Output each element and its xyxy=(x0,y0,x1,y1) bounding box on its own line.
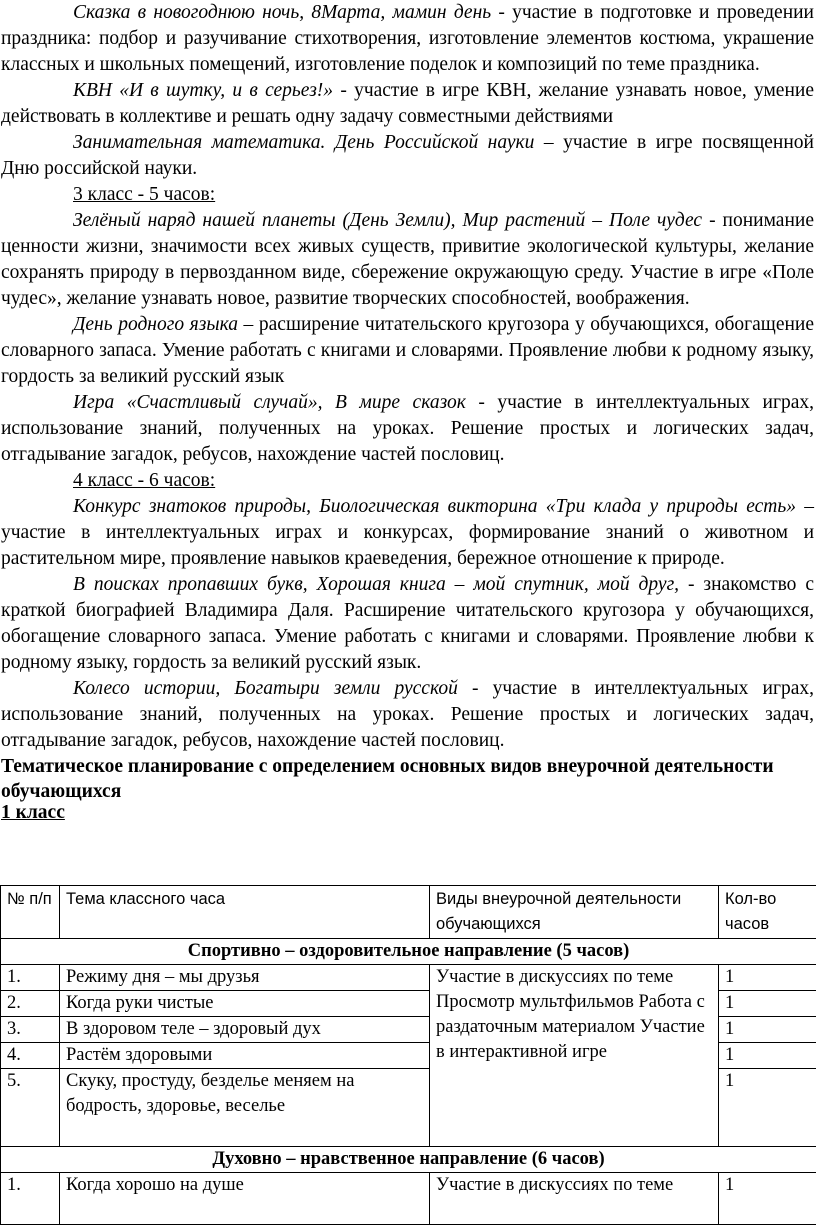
activity-title: Зелёный наряд нашей планеты (День Земли), Мир растений – Поле чудес xyxy=(73,210,702,231)
activity-paragraph xyxy=(0,390,816,468)
activity-description: - участие в интеллектуальных играх, использование знаний, полученных на уроках. Решение простых и логических задач, отгадывание загадок, ребусов, нахождение частей пословиц. xyxy=(1,678,814,751)
activity-title: Сказка в новогоднюю ночь, 8Марта, мамин день xyxy=(73,2,491,23)
section-row xyxy=(1,1147,816,1173)
activity-description: – участие в интеллектуальных играх и конкурсах, формирование знаний о животном и растительном мире, проявление навыков краеведения, бережное отношение к природе. xyxy=(1,496,814,569)
activity-paragraph xyxy=(0,78,816,130)
row-num: 1. xyxy=(1,965,60,991)
row-hours: 1 xyxy=(719,991,816,1017)
activity-title: День родного языка xyxy=(73,314,238,335)
row-hours: 1 xyxy=(719,1173,816,1225)
header-hours: Кол-во часов xyxy=(719,886,816,939)
row-activities: Участие в дискуссиях по теме Просмотр мультфильмов Работа с раздаточным материалом Участие в интерактивной игре xyxy=(430,965,719,1147)
activity-title: Конкурс знатоков природы, Биологическая викторина «Три клада у природы есть» xyxy=(73,496,796,517)
table-row xyxy=(1,1173,816,1225)
activity-paragraph xyxy=(0,0,816,78)
row-num: 5. xyxy=(1,1069,60,1147)
row-num: 2. xyxy=(1,991,60,1017)
activity-description: - знакомство с краткой биографией Владимира Даля. Расширение читательского кругозора у обучающихся, обогащение словарного запаса. Умение работать с книгами и словарями. Проявление любви к родному языку, гордость за великий русский язык. xyxy=(1,574,814,673)
activity-title: КВН «И в шутку, и в серьез!» xyxy=(73,80,333,101)
activity-description: – расширение читательского кругозора у обучающихся, обогащение словарного запаса. Умение работать с книгами и словарями. Проявление любви к родному языку, гордость за великий русский язык xyxy=(1,314,814,387)
row-hours: 1 xyxy=(719,1069,816,1147)
row-num: 1. xyxy=(1,1173,60,1225)
activity-description: – участие в игре посвященной Дню российской науки. xyxy=(1,132,814,179)
section-title-sport: Спортивно – оздоровительное направление (5 часов) xyxy=(1,939,816,965)
activity-description: - участие в интеллектуальных играх, использование знаний, полученных на уроках. Решение простых и логических задач, отгадывание загадок, ребусов, нахождение частей пословиц. xyxy=(1,392,814,465)
activity-paragraph xyxy=(0,208,816,312)
row-topic: Когда хорошо на душе xyxy=(60,1173,430,1225)
activity-description: - понимание ценности жизни, значимости всех живых существ, привитие экологической культуры, желание сохранять природу в первозданном виде, сбережение окружающую среду. Участие в игре «Поле чудес», желание узнавать новое, развитие творческих способностей, воображения. xyxy=(1,210,814,309)
grade-subheading: 3 класс - 5 часов: xyxy=(0,182,816,208)
activity-title: Занимательная математика. День Российской науки xyxy=(73,132,534,153)
row-num: 4. xyxy=(1,1043,60,1069)
activity-paragraph xyxy=(0,572,816,676)
activity-title: В поисках пропавших букв, Хорошая книга – мой спутник, мой друг, xyxy=(73,574,679,595)
planning-table xyxy=(0,885,816,1225)
activity-title: Игра «Счастливый случай», В мире сказок xyxy=(73,392,466,413)
activity-paragraph xyxy=(0,676,816,754)
row-topic: Скуку, простуду, безделье меняем на бодрость, здоровье, веселье xyxy=(60,1069,430,1147)
table-header-row xyxy=(1,886,816,939)
row-hours: 1 xyxy=(719,1017,816,1043)
activity-paragraph xyxy=(0,312,816,390)
grade-subheading: 4 класс - 6 часов: xyxy=(0,468,816,494)
section-row xyxy=(1,939,816,965)
row-topic: Когда руки чистые xyxy=(60,991,430,1017)
row-hours: 1 xyxy=(719,965,816,991)
activity-description: - участие в игре КВН, желание узнавать новое, умение действовать в коллективе и решать одну задачу совместными действиями xyxy=(1,80,814,127)
table-row xyxy=(1,965,816,991)
header-activities: Виды внеурочной деятельности обучающихся xyxy=(430,886,719,939)
row-topic: Растём здоровыми xyxy=(60,1043,430,1069)
header-topic: Тема классного часа xyxy=(60,886,430,939)
section-heading: Тематическое планирование с определением основных видов внеурочной деятельности обучающихся xyxy=(0,754,816,804)
row-hours: 1 xyxy=(719,1043,816,1069)
activity-paragraph xyxy=(0,494,816,572)
activity-title: Колесо истории, Богатыри земли русской xyxy=(73,678,458,699)
row-topic: Режиму дня – мы друзья xyxy=(60,965,430,991)
section-title-moral: Духовно – нравственное направление (6 часов) xyxy=(1,1147,816,1173)
activity-description: - участие в подготовке и проведении праздника: подбор и разучивание стихотворения, изготовление элементов костюма, украшение классных и школьных помещений, изготовление поделок и композиций по теме праздника. xyxy=(1,2,814,75)
row-num: 3. xyxy=(1,1017,60,1043)
header-num: № п/п xyxy=(1,886,60,939)
row-activities: Участие в дискуссиях по теме xyxy=(430,1173,719,1225)
grade-title: 1 класс xyxy=(0,804,816,822)
row-topic: В здоровом теле – здоровый дух xyxy=(60,1017,430,1043)
activity-paragraph xyxy=(0,130,816,182)
